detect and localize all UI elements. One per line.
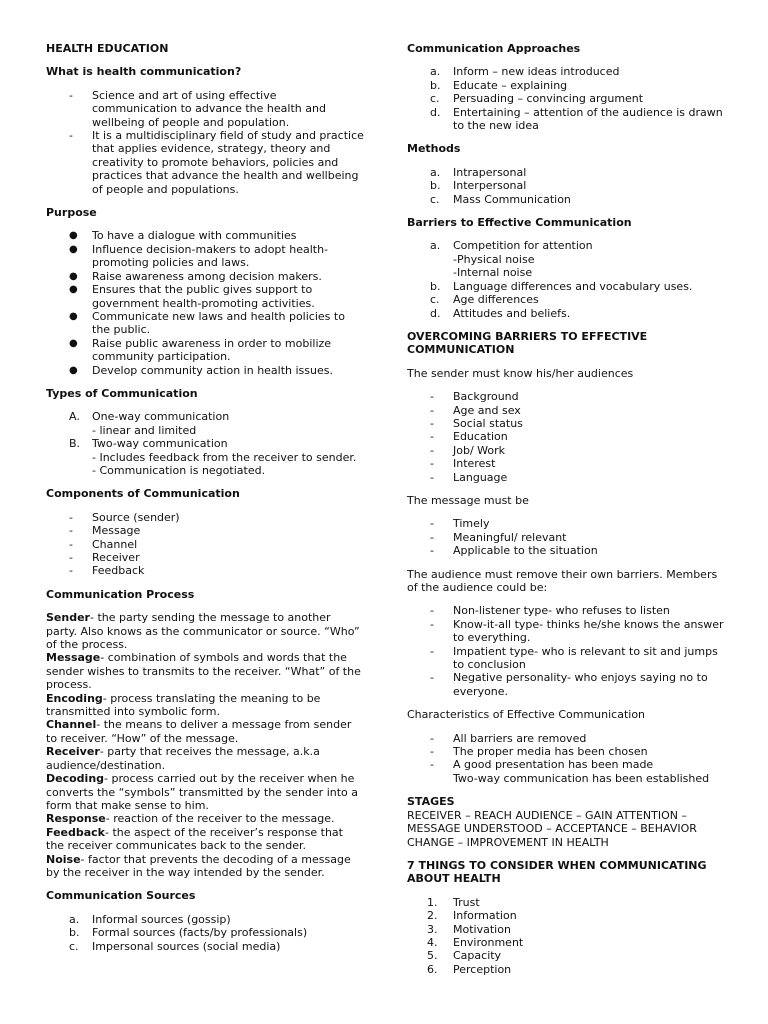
list-item: d. Entertaining – attention of the audience is drawn to the new idea bbox=[430, 105, 723, 133]
sub-line: -Internal noise bbox=[453, 266, 533, 280]
sender-know-text: The sender must know his/her audiences bbox=[407, 366, 634, 380]
list-item: - Non-listener type- who refuses to listen bbox=[430, 604, 670, 618]
sender-list bbox=[407, 390, 725, 484]
characteristics-text: Characteristics of Effective Communication bbox=[407, 708, 646, 722]
list-item: - Message bbox=[69, 524, 141, 538]
definition-feedback: Feedback- the aspect of the receiver’s response that the receiver communicates back to the sender. bbox=[46, 825, 343, 853]
seven-things-heading: 7 THINGS TO CONSIDER WHEN COMMUNICATING ABOUT HEALTH bbox=[407, 858, 707, 886]
definition-sender: Sender- the party sending the message to another party. Also knows as the communicator or source. “Who” of the process. bbox=[46, 611, 360, 652]
definition-response: Response- reaction of the receiver to the message. bbox=[46, 812, 335, 826]
components-heading: Components of Communication bbox=[46, 487, 240, 501]
barriers-list bbox=[407, 239, 725, 319]
list-item: ● Develop community action in health issues. bbox=[69, 363, 333, 377]
message-list bbox=[407, 517, 725, 557]
list-item: c. Impersonal sources (social media) bbox=[69, 939, 281, 953]
overcoming-heading: OVERCOMING BARRIERS TO EFFECTIVE COMMUNICATION bbox=[407, 329, 648, 357]
approaches-heading: Communication Approaches bbox=[407, 42, 581, 55]
definition-noise: Noise- factor that prevents the decoding of a message by the receiver in the way intended by the sender. bbox=[46, 852, 351, 879]
purpose-list bbox=[46, 229, 364, 376]
list-item: - Negative personality- who enjoys saying no to everyone. bbox=[430, 671, 708, 698]
list-item: - Interest bbox=[430, 457, 496, 471]
list-item: d. Attitudes and beliefs. bbox=[430, 306, 571, 320]
list-item: a. Intrapersonal bbox=[430, 165, 527, 179]
audience-remove-text: The audience must remove their own barriers. Members of the audience could be: bbox=[407, 567, 718, 594]
list-item: - Feedback bbox=[69, 564, 145, 578]
list-item: - Age and sex bbox=[430, 403, 521, 417]
list-item: - Meaningful/ relevant bbox=[430, 530, 567, 544]
list-item: 3. Motivation bbox=[427, 922, 511, 936]
list-item: c. Age differences bbox=[430, 293, 539, 307]
list-item: - It is a multidisciplinary field of study and practice that applies evidence, strategy, theory and creativity to promote behaviors, policies and practices that advance the health and wellbeing of people and populations. bbox=[69, 129, 364, 196]
list-item: - Impatient type- who is relevant to sit and jumps to conclusion bbox=[430, 644, 718, 672]
sub-line: -Physical noise bbox=[453, 252, 535, 266]
process-heading: Communication Process bbox=[46, 587, 195, 601]
doc-title: HEALTH EDUCATION bbox=[46, 42, 169, 55]
seven-things-list bbox=[407, 896, 725, 976]
list-item: 5. Capacity bbox=[427, 949, 502, 963]
definition-message: Message- combination of symbols and words that the sender wishes to transmits to the receiver. “What” of the process. bbox=[46, 651, 361, 692]
list-item: b. Educate – explaining bbox=[430, 78, 568, 92]
methods-list bbox=[407, 166, 725, 206]
list-item: - Background bbox=[430, 390, 519, 404]
stages-heading: STAGES bbox=[407, 795, 455, 809]
list-item: a. Informal sources (gossip) bbox=[69, 912, 231, 926]
methods-heading: Methods bbox=[407, 142, 461, 156]
list-item: A. One-way communication bbox=[69, 410, 230, 424]
sources-heading: Communication Sources bbox=[46, 889, 196, 903]
left-column bbox=[46, 42, 364, 953]
barriers-heading: Barriers to Effective Communication bbox=[407, 216, 632, 230]
list-item: 1. Trust bbox=[427, 895, 480, 909]
list-item: - Channel bbox=[69, 537, 138, 551]
list-item: a. Inform – new ideas introduced bbox=[430, 65, 620, 79]
purpose-heading: Purpose bbox=[46, 206, 97, 220]
sub-line: Two-way communication has been established bbox=[453, 771, 710, 785]
list-item: - All barriers are removed bbox=[430, 731, 587, 745]
characteristics-list bbox=[407, 732, 725, 786]
list-item: - Source (sender) bbox=[69, 510, 180, 524]
list-item: ● Communicate new laws and health policies to the public. bbox=[69, 309, 345, 337]
list-item: ● To have a dialogue with communities bbox=[69, 229, 297, 243]
sub-line: - linear and limited bbox=[92, 423, 197, 437]
audience-list bbox=[407, 604, 725, 698]
list-item: - Education bbox=[430, 430, 508, 444]
list-item: ● Ensures that the public gives support to government health-promoting activities. bbox=[69, 283, 315, 310]
list-item: ● Influence decision-makers to adopt health-promoting policies and laws. bbox=[69, 242, 329, 270]
list-item: - Applicable to the situation bbox=[430, 544, 598, 558]
list-item: - Language bbox=[430, 470, 508, 484]
stages-text: RECEIVER – REACH AUDIENCE – GAIN ATTENTION – MESSAGE UNDERSTOOD – ACCEPTANCE – BEHAVIOR CHANGE – IMPROVEMENT IN HEALTH bbox=[407, 808, 697, 849]
message-must-text: The message must be bbox=[407, 493, 529, 507]
types-list bbox=[46, 410, 364, 477]
list-item: 4. Environment bbox=[427, 935, 524, 949]
what-is-list bbox=[46, 89, 364, 196]
list-item: - Know-it-all type- thinks he/she knows the answer to everything. bbox=[430, 617, 724, 645]
right-column bbox=[407, 42, 725, 976]
list-item: b. Language differences and vocabulary uses. bbox=[430, 279, 693, 293]
list-item: B. Two-way communication bbox=[69, 437, 228, 451]
definition-channel: Channel- the means to deliver a message from sender to receiver. “How” of the message. bbox=[46, 718, 352, 745]
list-item: 6. Perception bbox=[427, 962, 512, 976]
list-item: - Social status bbox=[430, 416, 523, 430]
process-definitions bbox=[46, 611, 364, 879]
components-list bbox=[46, 511, 364, 578]
list-item: 2. Information bbox=[427, 909, 517, 923]
list-item: ● Raise awareness among decision makers. bbox=[69, 269, 322, 283]
list-item: b. Interpersonal bbox=[430, 179, 527, 193]
list-item: ● Raise public awareness in order to mobilize community participation. bbox=[69, 336, 332, 364]
list-item: - Timely bbox=[430, 517, 490, 531]
definition-decoding: Decoding- process carried out by the receiver when he converts the “symbols” transmitted by the sender into a form that make sense to him. bbox=[46, 772, 358, 812]
list-item: - Science and art of using effective communication to advance the health and wellbeing of people and population. bbox=[69, 88, 326, 129]
list-item: - Receiver bbox=[69, 551, 140, 564]
sub-line: - Communication is negotiated. bbox=[92, 463, 266, 477]
list-item: c. Persuading – convincing argument bbox=[430, 92, 644, 106]
sub-line: - Includes feedback from the receiver to sender. bbox=[92, 450, 357, 464]
list-item: - The proper media has been chosen bbox=[430, 745, 648, 759]
list-item: - A good presentation has been made bbox=[430, 758, 654, 772]
list-item: b. Formal sources (facts/by professionals) bbox=[69, 926, 308, 940]
types-heading: Types of Communication bbox=[46, 386, 198, 400]
what-is-heading: What is health communication? bbox=[46, 65, 242, 79]
definition-encoding: Encoding- process translating the meaning to be transmitted into symbolic form. bbox=[46, 691, 321, 719]
approaches-list bbox=[407, 65, 725, 132]
sources-list bbox=[46, 913, 364, 953]
list-item: c. Mass Communication bbox=[430, 192, 571, 206]
list-item: - Job/ Work bbox=[430, 443, 506, 457]
list-item: a. Competition for attention bbox=[430, 239, 593, 253]
definition-receiver: Receiver- party that receives the message, a.k.a audience/destination. bbox=[46, 745, 320, 772]
